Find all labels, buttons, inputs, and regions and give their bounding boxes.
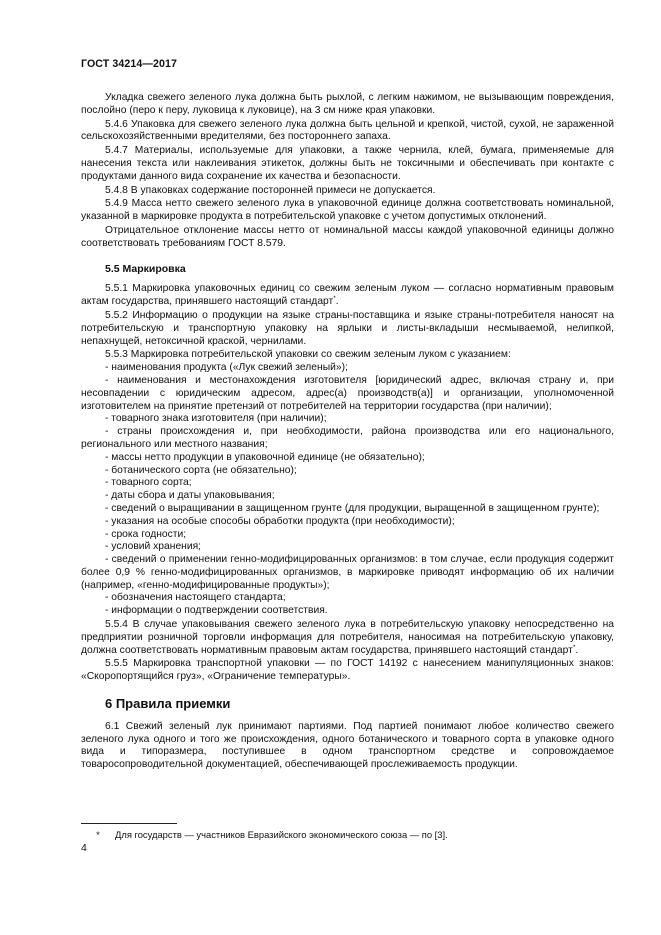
list-item: - сведений о применении генно-модифицированных организмов: в том случае, если продукция содержит более 0,9 % генно-модифицированных организмов, в маркировке приводят информацию об их наличии (например, «генно-модифицированные продукты»); [81,554,614,591]
list-item: - страны происхождения и, при необходимости, района производства или его национального, регионального или местного названия; [81,426,614,450]
paragraph-end: . [575,644,579,656]
subsection-heading-5-5: 5.5 Маркировка [105,262,186,275]
list-item: - ботанического сорта (не обязательно); [105,464,297,476]
paragraph-5-5-1 [81,283,614,309]
footnote-ref: * [572,643,576,651]
paragraph-text: 5.5.1 Маркировка упаковочных единиц со свежим зеленым луком — согласно нормативным правовым актам государства, принявшего настоящий стандарт [81,283,614,308]
list-item: - наименования и местонахождения изготовителя [юридический адрес, включая страну и, при несовпадении с юридическим адресом, адрес(а) производств(а)] и организации, уполномоченной изготовителем на принятие претензий от потребителей на территории государства (при наличии); [81,374,614,412]
paragraph-end: . [335,296,339,308]
paragraph: Отрицательное отклонение массы нетто от номинальной массы каждой упаковочной единицы должно соответствовать требованиям ГОСТ 8.579. [81,224,614,249]
list-item: - даты сбора и даты упаковывания; [105,490,275,502]
paragraph-5-5-2: 5.5.2 Информацию о продукции на языке страны-поставщика и языке страны-потребителя наносят на потребительскую и транспортную упаковку на ярлыки и листы-вкладыши несмываемой, нелипкой, непахнущей, нетоксичной краской, чернилами. [81,309,614,347]
paragraph: Укладка свежего зеленого лука должна быть рыхлой, с легким нажимом, не вызывающим повреждения, послойно (перо к перу, луковица к луковице), на 3 см ниже края упаковки. [81,92,614,116]
paragraph-5-5-3: 5.5.3 Маркировка потребительской упаковки со свежим зеленым луком с указанием: [105,349,511,361]
footnote-marker: * [96,829,100,840]
paragraph-5-4-8: 5.4.8 В упаковках содержание посторонней примеси не допускается. [105,184,436,196]
paragraph-text: 5.5.4 В случае упаковывания свежего зеленого лука в потребительскую упаковку непосредственно на предприятии розничной торговли информация для потребителя, наносимая на потребительскую упаковку, должна соответствовать нормативным правовым актам государства, принявшего настоящий стандарт [81,619,614,656]
list-item: - информации о подтверждении соответствия. [105,605,328,617]
paragraph-5-4-7: 5.4.7 Материалы, используемые для упаковки, а также чернила, клей, бумага, применяемые для нанесения текста или наклеивания этикеток, должны быть не токсичными и обеспечивать при контакте с продуктами данного вида сохранение их качества и безопасности. [81,145,614,182]
list-item: - условий хранения; [105,541,202,553]
list-item: - товарного знака изготовителя (при наличии); [105,413,327,425]
section-heading-6: 6 Правила приемки [105,696,231,712]
footnote [81,829,614,841]
list-item: - наименования продукта («Лук свежий зеленый»); [105,362,348,374]
paragraph-5-5-5: 5.5.5 Маркировка транспортной упаковки — по ГОСТ 14192 с нанесением манипуляционных знаков: «Скоропортящийся груз», «Ограничение температуры». [81,658,614,683]
paragraph-6-1: 6.1 Свежий зеленый лук принимают партиями. Под партией понимают любое количество свежего зеленого лука одного и того же происхождения, одного ботанического и товарного сорта в упаковке одного вида и типоразмера, поступившее в одном транспортном средстве и сопровождаемое товаросопроводительной документацией, обеспечивающей прослеживаемость продукции. [81,720,614,771]
list-item: - обозначения настоящего стандарта; [105,592,286,604]
list-item: - сведений о выращивании в защищенном грунте (для продукции, выращенной в защищенном грунте); [105,502,600,514]
page-number: 4 [81,842,87,854]
paragraph-5-4-9: 5.4.9 Масса нетто свежего зеленого лука в упаковочной единице должна соответствовать номинальной, указанной в маркировке продукта в потребительской упаковке с учетом допустимых отклонений. [81,198,614,223]
list-item: - указания на особые способы обработки продукта (при необходимости); [105,515,455,527]
paragraph-5-4-6: 5.4.6 Упаковка для свежего зеленого лука должна быть цельной и крепкой, чистой, сухой, не зараженной сельскохозяйственными вредителями, без постороннего запаха. [81,118,614,143]
footnote-ref: * [333,295,336,303]
page-body [81,92,614,772]
list-item: - массы нетто продукции в упаковочной единице (не обязательно); [105,451,425,463]
standard-header: ГОСТ 34214—2017 [81,58,178,70]
list-item: - срока годности; [105,528,187,540]
paragraph-5-5-4 [81,619,614,657]
footnote-divider [81,823,177,824]
list-item: - товарного сорта; [105,477,192,489]
footnote-text: Для государств — участников Евразийского экономического союза — по [3]. [115,829,448,840]
